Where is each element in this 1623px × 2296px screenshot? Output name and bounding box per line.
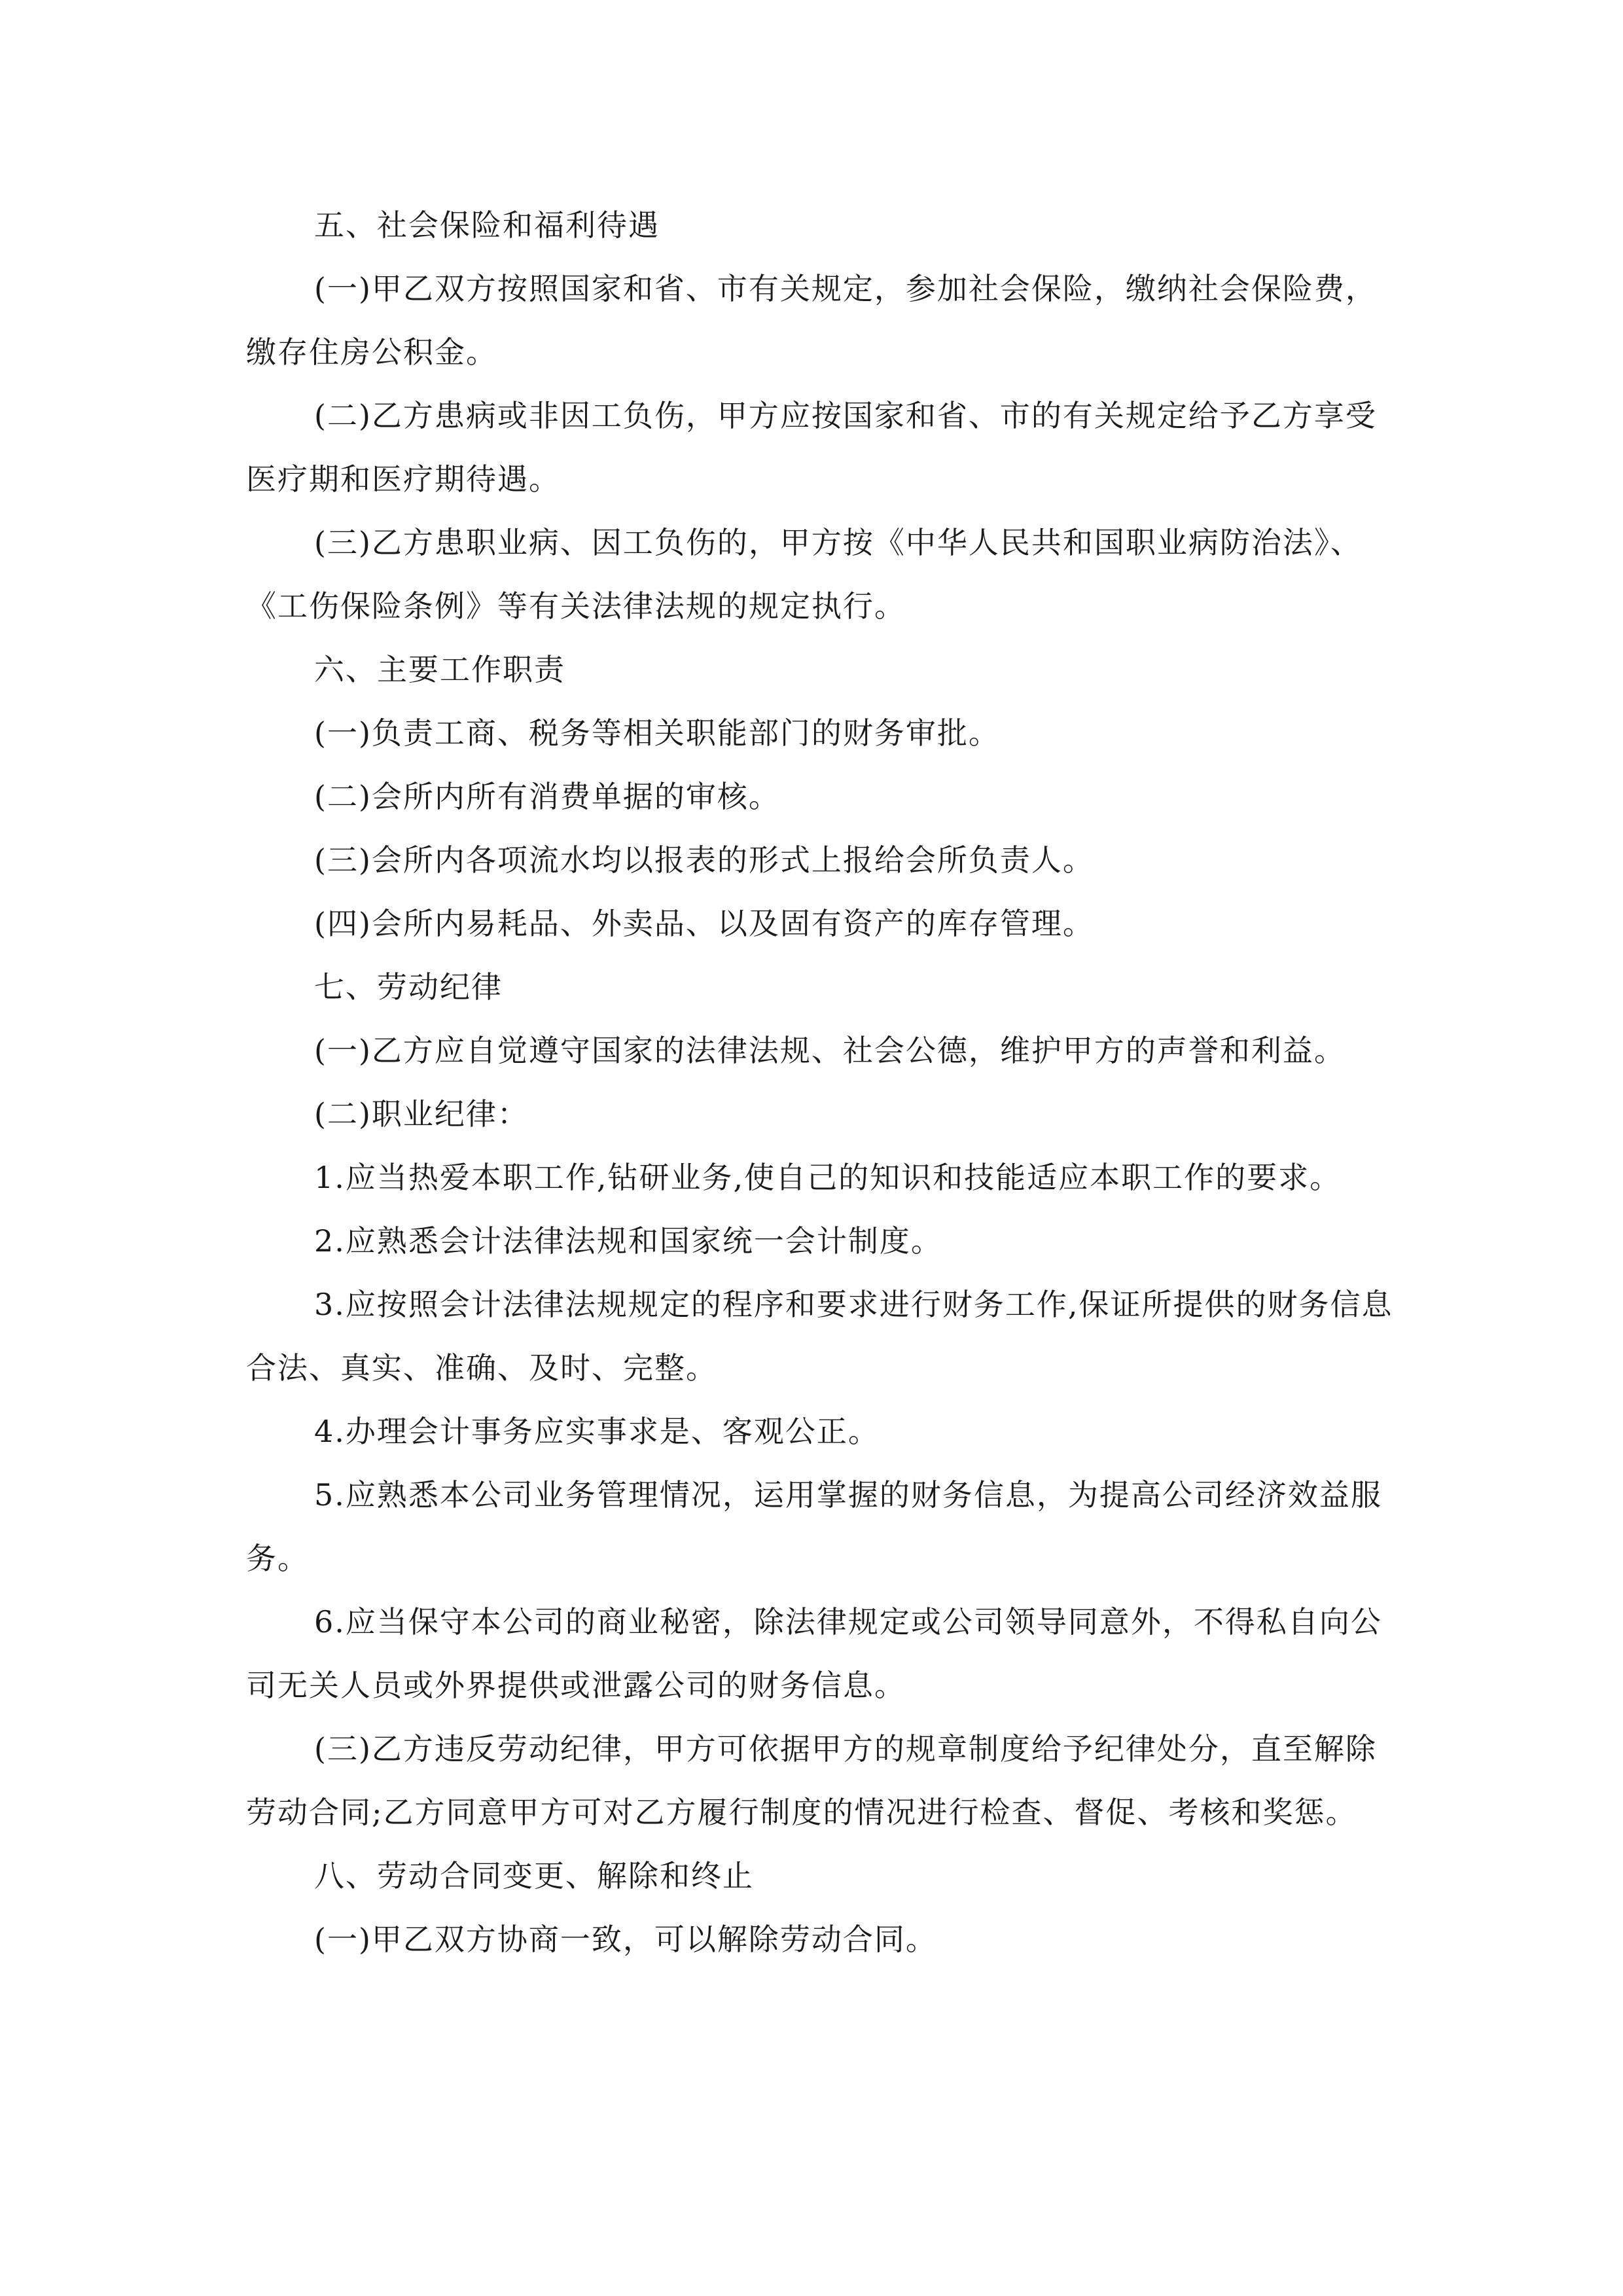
paragraph-discipline-1: (一)乙方应自觉遵守国家的法律法规、社会公德，维护甲方的声誉和利益。: [314, 1033, 1346, 1068]
section-heading-contract-change: 八、劳动合同变更、解除和终止: [314, 1858, 754, 1893]
section-heading-duties: 六、主要工作职责: [314, 652, 565, 687]
paragraph-duty-1: (一)负责工商、税务等相关职能部门的财务审批。: [314, 715, 1000, 751]
list-item-5: 5.应熟悉本公司业务管理情况，运用掌握的财务信息，为提高公司经济效益服务。: [246, 1477, 1382, 1576]
list-item-6: 6.应当保守本公司的商业秘密，除法律规定或公司领导同意外，不得私自向公司无关人员或外界提供或泄露公司的财务信息。: [246, 1604, 1382, 1703]
paragraph-duty-4: (四)会所内易耗品、外卖品、以及固有资产的库存管理。: [314, 906, 1094, 941]
paragraph-insurance-3: (三)乙方患职业病、因工负伤的，甲方按《中华人民共和国职业病防治法》、《工伤保险条例》等有关法律法规的规定执行。: [246, 525, 1362, 624]
paragraph-duty-3: (三)会所内各项流水均以报表的形式上报给会所负责人。: [314, 842, 1094, 878]
paragraph-insurance-2: (二)乙方患病或非因工负伤，甲方应按国家和省、市的有关规定给予乙方享受医疗期和医疗期待遇。: [246, 398, 1377, 497]
list-item-2: 2.应熟悉会计法律法规和国家统一会计制度。: [314, 1223, 942, 1259]
section-heading-discipline: 七、劳动纪律: [314, 969, 503, 1005]
paragraph-duty-2: (二)会所内所有消费单据的审核。: [314, 779, 780, 814]
paragraph-discipline-2: (二)职业纪律：: [314, 1096, 529, 1132]
paragraph-insurance-1: (一)甲乙双方按照国家和省、市有关规定，参加社会保险，缴纳社会保险费，缴存住房公积金。: [246, 271, 1377, 370]
document-body: [246, 194, 1398, 1971]
list-item-4: 4.办理会计事务应实事求是、客观公正。: [314, 1414, 880, 1449]
paragraph-contract-1: (一)甲乙双方协商一致，可以解除劳动合同。: [314, 1922, 937, 1957]
section-heading-social-insurance: 五、社会保险和福利待遇: [314, 207, 660, 243]
list-item-3: 3.应按照会计法律法规规定的程序和要求进行财务工作,保证所提供的财务信息合法、真实、准确、及时、完整。: [246, 1287, 1393, 1386]
paragraph-discipline-3: (三)乙方违反劳动纪律，甲方可依据甲方的规章制度给予纪律处分，直至解除劳动合同;乙方同意甲方可对乙方履行制度的情况进行检查、督促、考核和奖惩。: [246, 1731, 1377, 1830]
list-item-1: 1.应当热爱本职工作,钻研业务,使自己的知识和技能适应本职工作的要求。: [314, 1160, 1342, 1195]
